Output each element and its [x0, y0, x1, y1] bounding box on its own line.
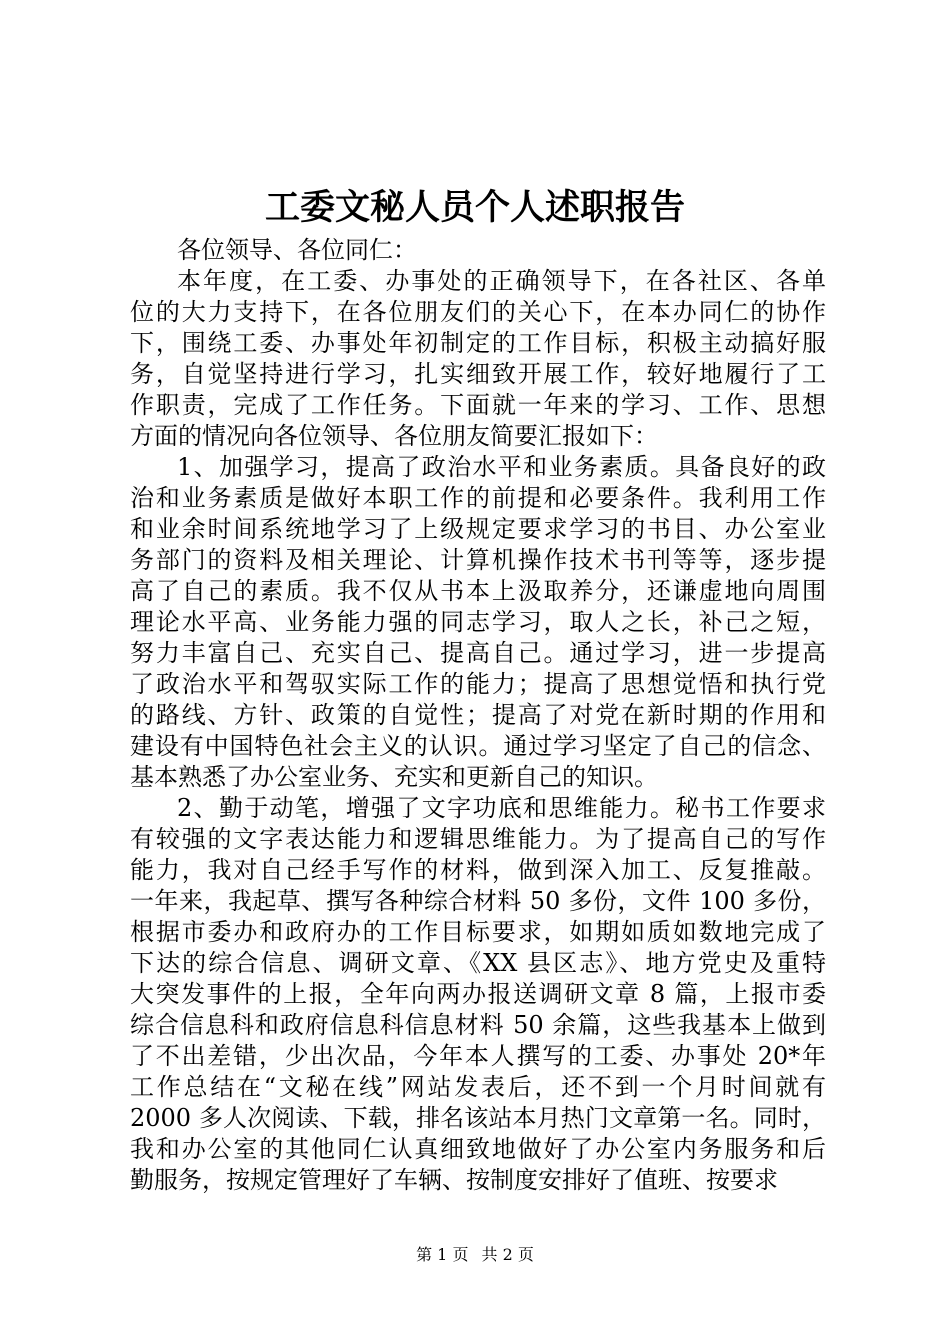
paragraph-3-line-7: 综合信息科和政府信息科信息材料 50 余篇，这些我基本上做到: [130, 1011, 826, 1039]
paragraph-0-line-0: 各位领导、各位同仁：: [177, 236, 417, 264]
paragraph-2-line-7: 了政治水平和驾驭实际工作的能力；提高了思想觉悟和执行党: [130, 670, 826, 698]
paragraph-2-line-6: 努力丰富自己、充实自己、提高自己。通过学习，进一步提高: [130, 639, 826, 667]
paragraph-1-line-1: 位的大力支持下，在各位朋友们的关心下，在本办同仁的协作: [130, 298, 826, 326]
paragraph-3-line-5: 下达的综合信息、调研文章、《XX 县区志》、地方党史及重特: [130, 949, 826, 977]
paragraph-3-line-8: 了不出差错，少出次品，今年本人撰写的工委、办事处 20*年: [130, 1042, 826, 1070]
paragraph-1-line-5: 方面的情况向各位领导、各位朋友简要汇报如下：: [130, 422, 658, 450]
document-body: [130, 235, 826, 1196]
page-footer: [0, 1243, 950, 1267]
paragraph-2-line-8: 的路线、方针、政策的自觉性；提高了对党在新时期的作用和: [130, 701, 826, 729]
paragraph-2-line-10: 基本熟悉了办公室业务、充实和更新自己的知识。: [130, 763, 658, 791]
paragraph-3-line-11: 我和办公室的其他同仁认真细致地做好了办公室内务服务和后: [130, 1135, 826, 1163]
paragraph-3-line-9: 工作总结在“文秘在线”网站发表后，还不到一个月时间就有: [130, 1073, 826, 1101]
paragraph-3-line-0: 2、勤于动笔，增强了文字功底和思维能力。秘书工作要求: [177, 794, 826, 822]
paragraph-3-line-4: 根据市委办和政府办的工作目标要求，如期如质如数地完成了: [130, 918, 826, 946]
paragraph-3-line-10: 2000 多人次阅读、下载，排名该站本月热门文章第一名。同时，: [130, 1104, 826, 1132]
paragraph-2-line-4: 高了自己的素质。我不仅从书本上汲取养分，还谦虚地向周围: [130, 577, 826, 605]
paragraph-1-line-2: 下，围绕工委、办事处年初制定的工作目标，积极主动搞好服: [130, 329, 826, 357]
paragraph-3-line-3: 一年来，我起草、撰写各种综合材料 50 多份，文件 100 多份，: [130, 887, 826, 915]
paragraph-2-line-5: 理论水平高、业务能力强的同志学习，取人之长，补己之短，: [130, 608, 826, 636]
paragraph-3-line-12: 勤服务，按规定管理好了车辆、按制度安排好了值班、按要求: [130, 1166, 778, 1194]
document-title: 工委文秘人员个人述职报告: [264, 187, 685, 228]
paragraph-1-line-0: 本年度，在工委、办事处的正确领导下，在各社区、各单: [177, 267, 826, 295]
paragraph-2-line-3: 务部门的资料及相关理论、计算机操作技术书刊等等，逐步提: [130, 546, 826, 574]
paragraph-2-line-2: 和业余时间系统地学习了上级规定要求学习的书目、办公室业: [130, 515, 826, 543]
paragraph-2-line-1: 治和业务素质是做好本职工作的前提和必要条件。我利用工作: [130, 484, 826, 512]
paragraph-2-line-0: 1、加强学习，提高了政治水平和业务素质。具备良好的政: [177, 453, 826, 481]
paragraph-3-line-6: 大突发事件的上报，全年向两办报送调研文章 8 篇，上报市委: [130, 980, 826, 1008]
paragraph-1-line-4: 作职责，完成了工作任务。下面就一年来的学习、工作、思想: [130, 391, 826, 419]
page-number: 第 1 页: [416, 1245, 469, 1264]
page-total: 共 2 页: [481, 1245, 534, 1264]
paragraph-3-line-2: 能力，我对自己经手写作的材料，做到深入加工、反复推敲。: [130, 856, 826, 884]
paragraph-2-line-9: 建设有中国特色社会主义的认识。通过学习坚定了自己的信念、: [130, 732, 826, 760]
paragraph-3-line-1: 有较强的文字表达能力和逻辑思维能力。为了提高自己的写作: [130, 825, 826, 853]
paragraph-1-line-3: 务，自觉坚持进行学习，扎实细致开展工作，较好地履行了工: [130, 360, 826, 388]
